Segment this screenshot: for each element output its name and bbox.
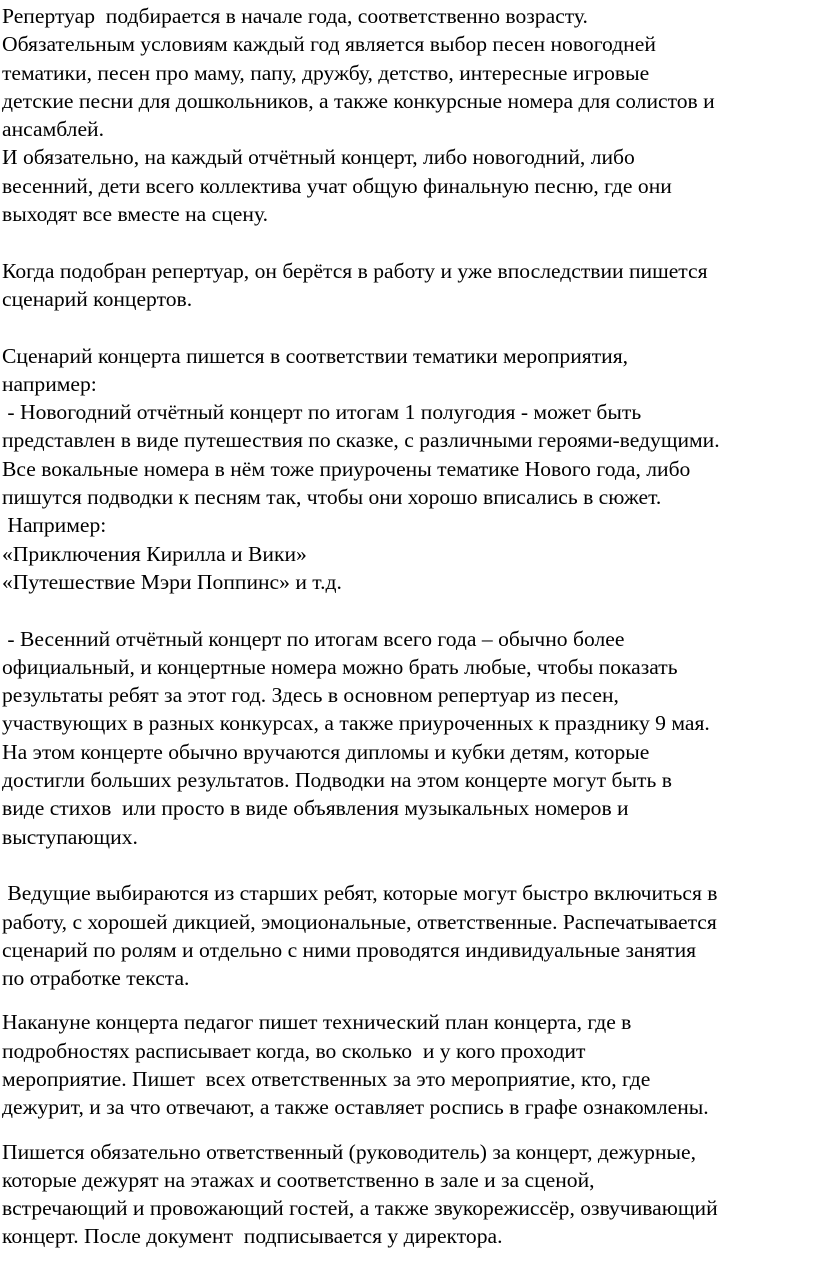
text-line: подробностях расписывает когда, во сколько и у кого проходит	[2, 1038, 586, 1063]
text-line: участвующих в разных конкурсах, а также приуроченных к празднику 9 мая.	[2, 711, 710, 736]
text-line: представлен в виде путешествия по сказке, с различными героями-ведущими.	[2, 428, 720, 453]
blank-line	[2, 313, 814, 341]
paragraph-technical-plan	[2, 1008, 814, 1121]
paragraph-repertoire	[2, 2, 814, 228]
text-line: детские песни для дошкольников, а также конкурсные номера для солистов и	[2, 88, 715, 113]
text-line: Все вокальные номера в нём тоже приурочены тематике Нового года, либо	[2, 456, 691, 481]
text-line: сценарий по ролям и отдельно с ними проводятся индивидуальные занятия	[2, 937, 697, 962]
text-line: - Новогодний отчётный концерт по итогам 1 полугодия - может быть	[2, 400, 642, 425]
text-line: достигли больших результатов. Подводки на этом концерте могут быть в	[2, 768, 672, 793]
text-line: например:	[2, 371, 97, 396]
text-line: выступающих.	[2, 824, 138, 849]
blank-line	[2, 596, 814, 624]
paragraph-spacing	[2, 992, 814, 1008]
text-line: Когда подобран репертуар, он берётся в работу и уже впоследствии пишется	[2, 258, 708, 283]
text-line: весенний, дети всего коллектива учат общую финальную песню, где они	[2, 173, 672, 198]
text-line: по отработке текста.	[2, 966, 190, 991]
text-line: «Приключения Кирилла и Вики»	[2, 541, 307, 566]
text-line: выходят все вместе на сцену.	[2, 202, 268, 227]
text-line: результаты ребят за этот год. Здесь в основном репертуар из песен,	[2, 683, 619, 708]
text-line: встречающий и провожающий гостей, а также звукорежиссёр, озвучивающий	[2, 1196, 718, 1221]
text-line: Обязательным условиям каждый год является выбор песен новогодней	[2, 32, 656, 57]
text-line: «Путешествие Мэри Поппинс» и т.д.	[2, 569, 342, 594]
text-line: Сценарий концерта пишется в соответствии тематики мероприятия,	[2, 343, 629, 368]
blank-line	[2, 228, 814, 256]
text-line: - Весенний отчётный концерт по итогам всего года – обычно более	[2, 626, 625, 651]
paragraph-spring-concert	[2, 625, 814, 851]
text-line: концерт. После документ подписывается у директора.	[2, 1224, 503, 1249]
text-line: дежурит, и за что отвечают, а также оставляет роспись в графе ознакомлены.	[2, 1095, 709, 1120]
paragraph-responsible	[2, 1138, 814, 1251]
text-line: Репертуар подбирается в начале года, соответственно возрасту.	[2, 4, 588, 28]
text-line: официальный, и концертные номера можно брать любые, чтобы показать	[2, 654, 678, 679]
text-line: Пишется обязательно ответственный (руководитель) за концерт, дежурные,	[2, 1139, 697, 1164]
text-line: ансамблей.	[2, 117, 105, 142]
text-line: На этом концерте обычно вручаются дипломы и кубки детям, которые	[2, 739, 650, 764]
text-line: мероприятие. Пишет всех ответственных за это мероприятие, кто, где	[2, 1066, 651, 1091]
text-line: И обязательно, на каждый отчётный концерт, либо новогодний, либо	[2, 145, 635, 170]
paragraph-new-year-concert	[2, 342, 814, 597]
text-line: которые дежурят на этажах и соответственно в зале и за сценой,	[2, 1167, 595, 1192]
text-line: Накануне концерта педагог пишет технический план концерта, где в	[2, 1010, 632, 1035]
text-line: тематики, песен про маму, папу, дружбу, детство, интересные игровые	[2, 60, 650, 85]
document-page	[2, 2, 814, 1251]
text-line: Ведущие выбираются из старших ребят, которые могут быстро включиться в	[2, 881, 718, 906]
text-line: виде стихов или просто в виде объявления музыкальных номеров и	[2, 796, 629, 821]
text-line: работу, с хорошей дикцией, эмоциональные, ответственные. Распечатывается	[2, 909, 717, 934]
paragraph-hosts	[2, 879, 814, 992]
text-line: пишутся подводки к песням так, чтобы они хорошо вписались в сюжет.	[2, 485, 662, 510]
text-line: Например:	[2, 513, 107, 538]
blank-line	[2, 851, 814, 879]
paragraph-scenario-intro	[2, 257, 814, 314]
text-line: сценарий концертов.	[2, 286, 193, 311]
paragraph-spacing	[2, 1122, 814, 1138]
